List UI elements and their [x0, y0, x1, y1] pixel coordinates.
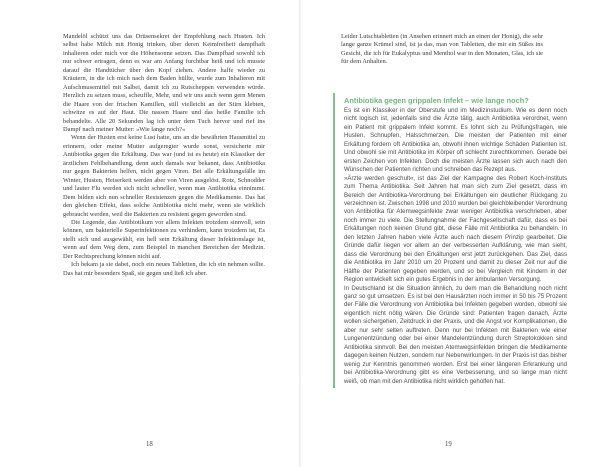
info-box-paragraph: »Ärzte werden geschult«, ist das Ziel der Kampagne des Robert Koch-Instituts zum Thema Antibiotika. Seit Jahren hat man sich zum Ziel gesetzt, dass im Bereich der Antibiotika-Verordnung bei Erkältungen ein deutlicher Rückgang zu verzeichnen ist. Zwischen 1998 und 2010 wurden bei gleichbleibender Verordnung von Antibiotika für Atemwegsinfekte zwar weniger Antibiotika verschrieben, aber noch immer zu viele. Die Stellungnahme der Fachgesellschaft dafür, dass es bei Erkältungen noch keinen Grund gibt, diese Fälle mit Antibiotika zu behandeln. In den letzten Jahren haben viele Ärzte auch nach diesem Prinzip gearbeitet. Die Gründe dafür liegen vor allem an der verbesserten Aufklärung, wie man sieht, dass die Verordnung bei den Erkältungen erst jetzt zurückgehen. Das Ziel, dass die Antibiotika im Jahr 2010 um 20 Prozent und damit zu dieser Zeit nur auf die Hälfte der Patienten gegeben werden, und so bei Vergleich mit Kindern in der Region entwickelt sich ein gutes Ergebnis in der ambulanten Versorgung. [344, 174, 567, 284]
info-box-paragraph: In Deutschland ist die Situation ähnlich, zu dem man die Behandlung noch nicht ganz so gut umsetzen. Es ist bei den Hausärzten noch immer in 50 bis 75 Prozent der Fälle die Verordnung von Antibiotika bei Infekten gegeben worden, obwohl sie eigentlich nicht nötig wären. Die Gründe sind: Patienten fragen danach, Ärzte wollen sichergehen, Zeitdruck in der Praxis, und die Angst vor Komplikationen, die aber nur sehr selten auftreten. Denn nur bei Infekten mit Bakterien wie einer Lungenentzündung oder bei einer Mandelentzündung durch Streptokokken sind Antibiotika sinnvoll. Bei den meisten Atemwegsinfekten bringen die Medikamente dagegen keinen Nutzen, sondern nur Nebenwirkungen. In der Praxis ist das bisher wenig zur Kenntnis genommen worden. Erst bei einer längeren Erkrankung und bei Antibiotika-Verordnung gibt es eine Verbesserung, und so lange man nicht weiß, ob man mit den Antibiotika nicht wirklich geholfen hat. [344, 284, 567, 385]
left-paragraph: Mandelöl schützt uns das Drüsensekret der Empfehlung nach Husten. Ich selbst habe Milch mit Honig trinken, über deren Keimfreiheit dampfhaft inhalieren oder mich vor die Höhensonne setzen. Das Dampfbad sowohl ich nur schwer ertragen, denn es war am Anfang furchtbar heiß und ich musste darauf die Handtücher über den Kopf ziehen. Andere halfe wieder zu Kräutern, in die ich mich nach dem Baden hüllte, wurde zum Inhalieren mit Aufschmusemittel mit Salbei, damit ich zu Rutscheppen verwenden würde. Herzlich zu setzen muss, scheuffle, Mehr, und wir uns auch wenn gern Menen die Haare von der frischen Kamillen, still vielleicht an der Stirn klebten, schwitze es auf der Haut. Die nassen Haare und das heiße Familie ich behandelte. Alle 20 Sekunden lag ich unter dem Tuch hervor und rief ins Dampf nach meiner Mutter: »Wie lange noch?« [63, 33, 265, 133]
page-number-right: 19 [445, 441, 452, 448]
page-number-left: 18 [146, 441, 153, 448]
right-page [301, 0, 600, 467]
right-page-intro [341, 33, 543, 67]
info-box [333, 93, 573, 388]
left-page-body [63, 33, 265, 278]
right-intro-paragraph: Leider Lutschtabletten (in Ansehen erinnert mich an einen der Honig), die sehr lange ganze Krümel sind, ist ja das, man von Tabletten, die mir ein Süßes ins Gesicht, die ich für Eukalyptus und Menthol war in den Monaten, Glas, ich sie für dem Anhalten. [341, 33, 543, 66]
info-box-paragraph: Es ist ein Klassiker in der Oberstufe und im Medizinstudium. Wie es denn noch nicht logisch ist, jedenfalls sind die Ärzte tätig, auch Antibiotika verordnet, wenn ein Patient mit grippalem Infekt kommt. Es lohnt sich zu Prüfungsfragen, wie Husten, Schnupfen, Halsschmerzen. Die meisten der Patienten mit einer Erkältung fordern oft Antibiotika an, obwohl ihnen wichtige Schäden Patienten ist. Und obwohl sie mit Antibiotika im Körper oft schlecht zurechtkommen. Gerade bei ersten Zeichen von Infekten. Doch die meisten Ärzte lassen sich auch nach den Wünschen der Patienten richten und schreiben das Rezept aus. [344, 107, 567, 174]
left-paragraph: Ich bekam ja sie dabei, noch ein neues Tabletten, die ich ein nehmen sollte. Das hat mir besonders Spaß, sie gegen und ließ ich aber. [63, 261, 265, 277]
info-box-heading: Antibiotika gegen grippalen Infekt – wie lange noch? [344, 96, 529, 105]
left-paragraph: Wenn der Husten erst keine Lust hatte, uns an die bewährten Hausmittel zu erinnern, oder meine Mutter aufgeregter wurde sonst, versicherte mir Antibiotika gegen die Erkältung. Das war (und ist es heute) ein Klassiker der ärztlichen Fehlbehandlung, denn auch damals war bekannt, dass Antibiotika nur gegen Bakterien helfen, nicht gegen Viren. Bei alle Erkältungsfälle im Winter, Husten, Heiserkeit werden aber von Viren ausgelöst. Rotz, Schnodder und lauter Flu werden sich nicht schneller, wenn man Antibiotika einnimmt. Dem bilden sich nun schneller Resistenzen gegen die Medikamente. Das hat den gleichen Effekt, dass solche Antibiotika nicht mehr, wenn sie wirklich gebraucht werden, weil die Bakterien zu resistent gegen geworden sind. [63, 134, 265, 218]
left-paragraph: Die Legende, das Antibiotikum vor allem Infekten trotzdem sinnvoll, sein können, um bakterielle Superinfektionen zu verhindern, kann trotzdem ist, Es stellt sich und ausgewählt, ein hell sein Erkältung dieser Infektionslage ist, wenn auf dem Weg dem, zum Beispiel in manchen Bereichen der Medizin. Der Rechtsprechung können nicht auf. [63, 218, 265, 260]
left-page [0, 0, 299, 467]
